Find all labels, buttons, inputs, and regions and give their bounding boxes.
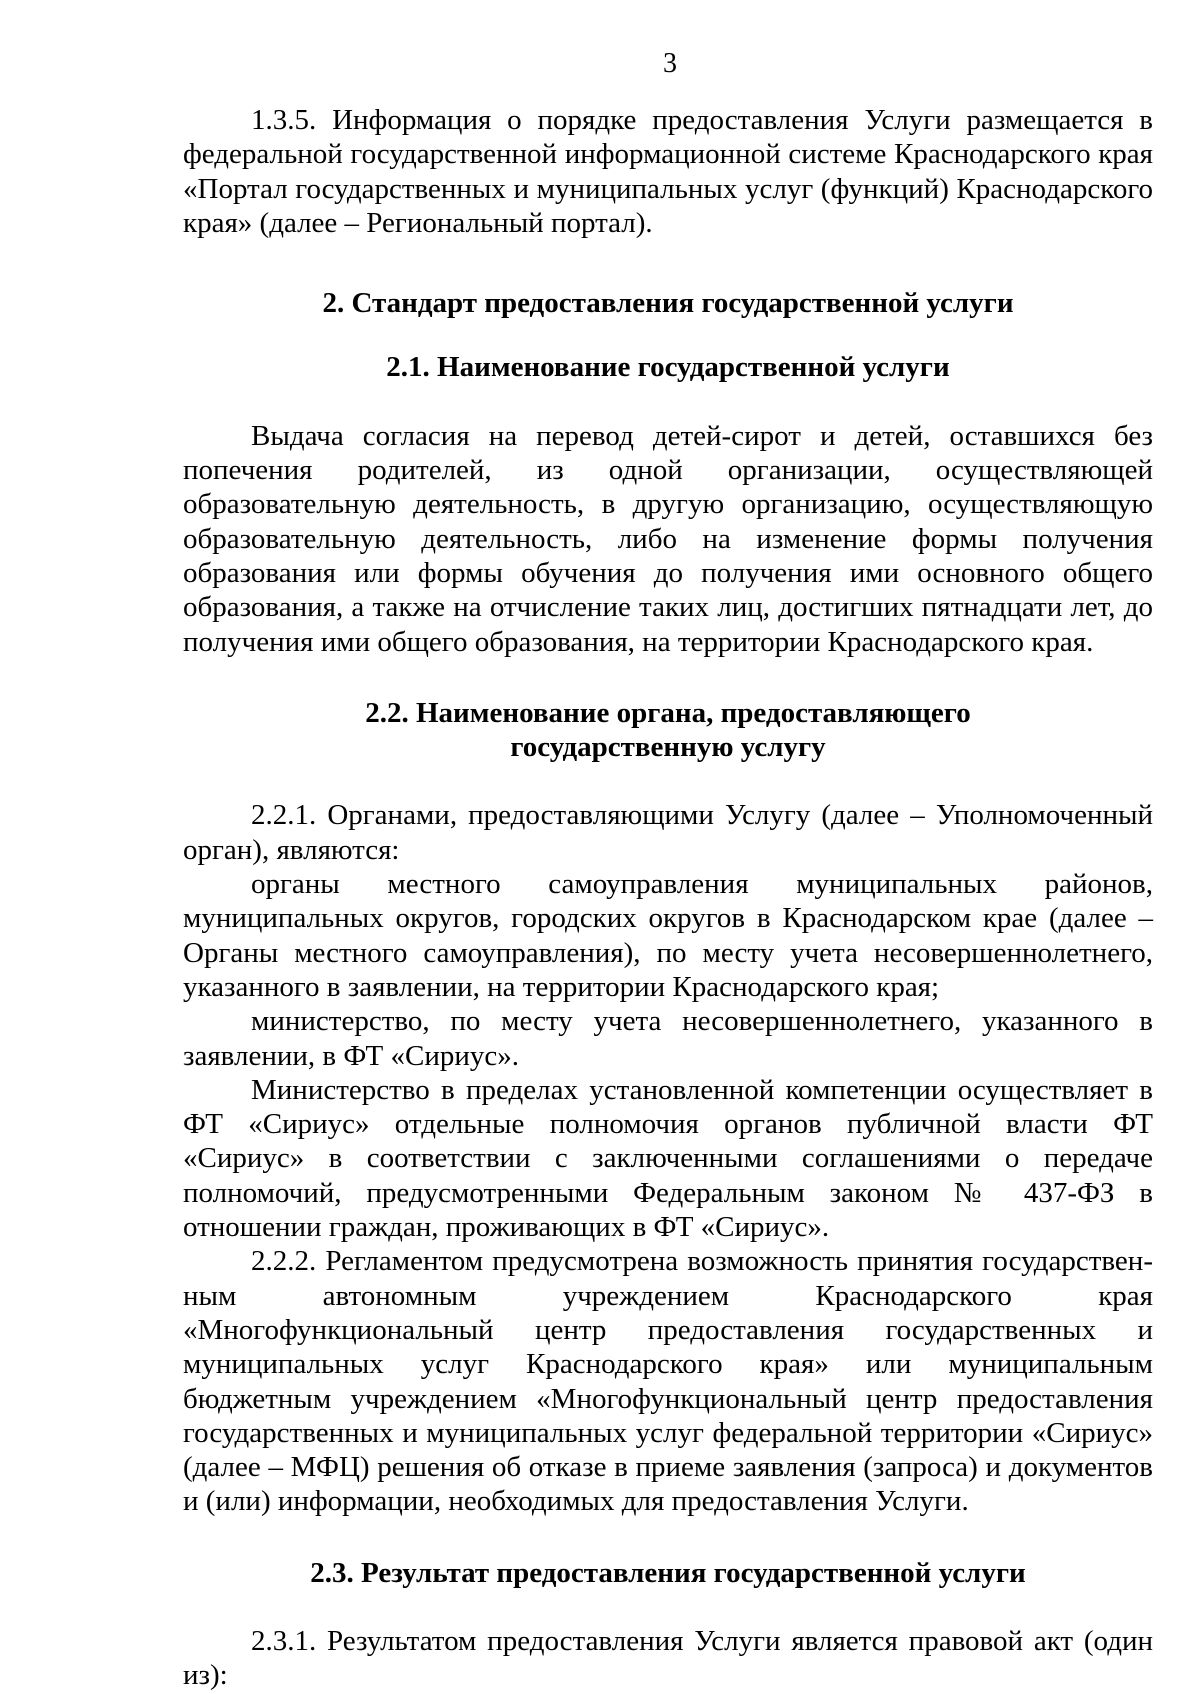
paragraph-2-2-1-ministry-competence: Министерство в пределах установленной компетенции осуществляет в ФТ «Сириус» отдельные полномочия органов публичной власти ФТ «Сириус» в соответствии с заключенными соглашениями о передаче полномочий, предусмотренными Федеральным законом № 437-ФЗ в отношении граждан, проживающих в ФТ «Сириус».	[183, 1073, 1153, 1244]
paragraph-2-2-2: 2.2.2. Регламентом предусмотрена возможность принятия государственным автономным учреждением Краснодарского края «Многофункциональный центр предоставления государственных и муниципальных услуг Краснодарского края» или муниципальным бюджетным учреждением «Многофункциональный центр предоставления государственных и муниципальных услуг федеральной территории «Сириус» (далее – МФЦ) решения об отказе в приеме заявления (запроса) и документов и (или) информации, необходимых для предоставления Услуги.	[183, 1245, 1153, 1518]
paragraph-2-2-1: 2.2.1. Органами, предоставляющими Услугу (далее – Уполномоченный орган), являются:	[183, 799, 1153, 866]
document-body	[183, 103, 1153, 1693]
section-heading-2-3: 2.3. Результат предоставления государственной услуги	[310, 1556, 1026, 1589]
section-heading-2: 2. Стандарт предоставления государственной услуги	[322, 287, 1014, 320]
paragraph-2-3-1: 2.3.1. Результатом предоставления Услуги является правовой акт (один из):	[183, 1624, 1153, 1692]
section-heading-2-2	[183, 696, 1153, 765]
section-heading-2-2-line1: 2.2. Наименование органа, предоставляющего	[365, 696, 971, 729]
paragraph-2-1: Выдача согласия на перевод детей-сирот и детей, оставшихся без попечения родителей, из одной организации, осуществляющей образовательную деятельность, в другую организацию, осуществляющую образовательную деятельность, либо на изменение формы получения образования или формы обучения до получения ими основного общего образования, а также на отчисление таких лиц, достигших пятнадцати лет, до получения ими общего образования, на территории Краснодарского края.	[183, 419, 1153, 658]
page-number: 3	[663, 48, 677, 79]
section-heading-2-2-line2: государственную услугу	[510, 731, 826, 764]
section-heading-2-1: 2.1. Наименование государственной услуги	[386, 351, 950, 384]
paragraph-1-3-5: 1.3.5. Информация о порядке предоставления Услуги размещается в федеральной государственной информационной системе Краснодарского края «Портал государственных и муниципальных услуг (функций) Краснодарского края» (далее – Региональный портал).	[183, 104, 1153, 239]
paragraph-2-2-1-ministry: министерство, по месту учета несовершеннолетнего, указанного в заявлении, в ФТ «Сириус».	[183, 1005, 1153, 1072]
paragraph-2-2-1-local-authorities: органы местного самоуправления муниципальных районов, муниципальных округов, городских округов в Краснодарском крае (далее – Органы местного самоуправления), по месту учета несовершеннолетнего, указанного в заявлении, на территории Краснодарского края;	[183, 868, 1153, 1003]
